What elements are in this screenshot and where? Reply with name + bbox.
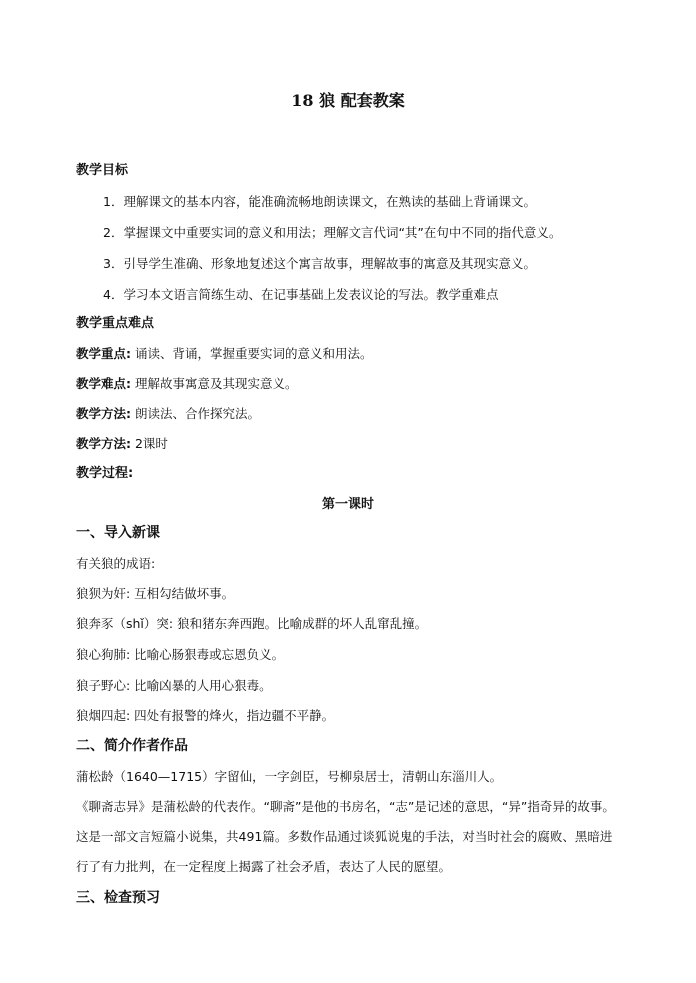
difficulty-text: 理解故事寓意及其现实意义。 [131,376,298,391]
class-hours-label: 教学方法: [76,436,131,451]
difficulty-label: 教学难点: [76,376,131,391]
objective-item: 1．理解课文的基本内容，能准确流畅地朗读课文，在熟读的基础上背诵课文。 [103,194,536,209]
method-line [76,405,636,423]
idiom-item: 狼狈为奸: 互相勾结做坏事。 [76,586,235,601]
document-title: 18 狼 配套教案 [291,91,405,110]
objectives-heading: 教学目标 [76,163,129,178]
idiom-item: 狼奔豕（shǐ）突: 狼和猪东奔西跑。比喻成群的坏人乱窜乱撞。 [76,616,428,631]
section-intro-heading: 一、导入新课 [76,525,160,541]
key-point-label: 教学重点: [76,346,131,361]
difficulty-line [76,375,636,393]
author-intro: 蒲松龄（1640—1715）字留仙，一字剑臣，号柳泉居士，清朝山东淄川人。 [76,769,503,784]
class-hours-line [76,435,636,453]
section-author-heading: 二、简介作者作品 [76,738,188,754]
process-heading: 教学过程: [76,466,134,481]
key-point-line [76,345,636,363]
focus-heading: 教学重点难点 [76,316,155,331]
objective-item: 4．学习本文语言简练生动、在记事基础上发表议论的写法。教学重难点 [103,287,499,302]
idiom-item: 狼心狗肺: 比喻心肠狠毒或忘恩负义。 [76,647,285,662]
idioms-intro: 有关狼的成语: [76,556,156,571]
work-intro-paragraph: 《聊斋志异》是蒲松龄的代表作。“聊斋”是他的书房名，“志”是记述的意思，“异”指奇异的故事。这是一部文言短篇小说集，共491篇。多数作品通过谈狐说鬼的手法，对当时社会的腐败、黑暗进行了有力批判，在一定程度上揭露了社会矛盾，表达了人民的愿望。 [76,799,615,874]
lesson-one-heading: 第一课时 [321,497,374,512]
section-preview-heading: 三、检查预习 [76,890,160,906]
objective-item: 2．掌握课文中重要实词的意义和用法；理解文言代词“其”在句中不同的指代意义。 [103,225,562,240]
class-hours-text: 2课时 [131,436,168,451]
method-label: 教学方法: [76,406,131,421]
key-point-text: 诵读、背诵，掌握重要实词的意义和用法。 [131,346,373,361]
idiom-item: 狼烟四起: 四处有报警的烽火，指边疆不平静。 [76,708,335,723]
idiom-item: 狼子野心: 比喻凶暴的人用心狠毒。 [76,678,272,693]
objective-item: 3．引导学生准确、形象地复述这个寓言故事，理解故事的寓意及其现实意义。 [103,256,536,271]
method-text: 朗读法、合作探究法。 [131,406,260,421]
